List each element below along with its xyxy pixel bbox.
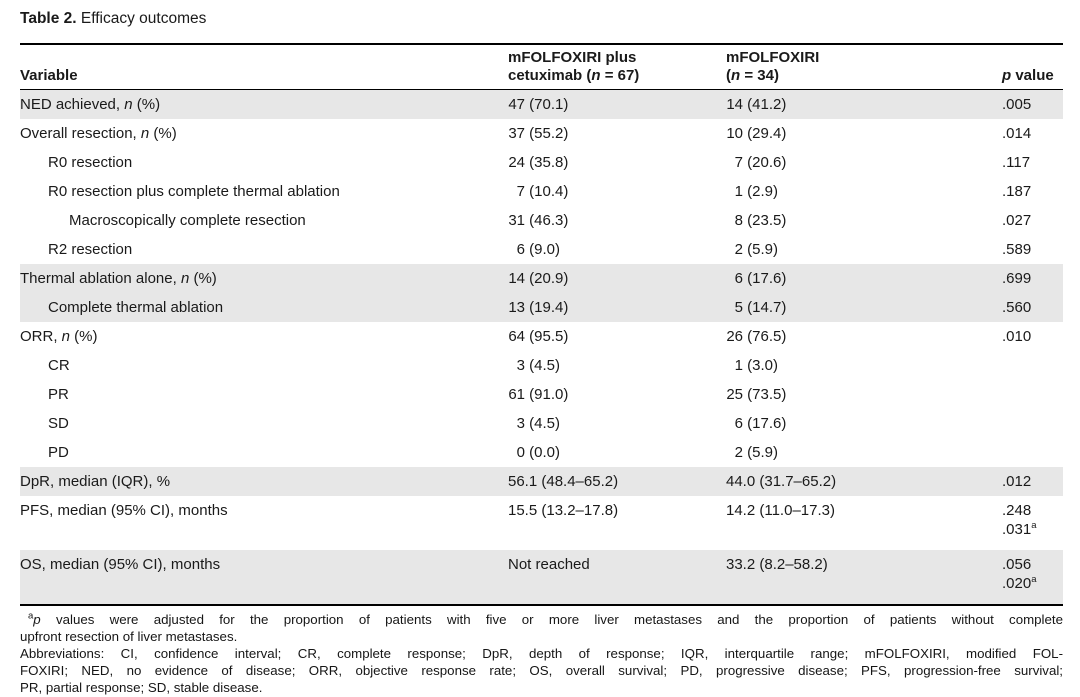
row-label: NED achieved, n (%) bbox=[20, 96, 161, 113]
p-value bbox=[1002, 380, 1063, 409]
arm1-value: 3 (4.5) bbox=[516, 415, 561, 432]
p-value: .005 bbox=[1002, 96, 1032, 113]
footnote-line: $^a$p values were adjusted for the proportion of patients with five or more liver metastases and the proportion of patients without complete bbox=[28, 610, 1063, 627]
arm1-value: 14 (20.9) bbox=[508, 270, 569, 287]
table-row bbox=[20, 409, 1063, 438]
row-label: R0 resection bbox=[48, 154, 133, 171]
table-title bbox=[20, 9, 1063, 29]
footnotes bbox=[20, 606, 1063, 697]
table-row bbox=[20, 235, 1063, 264]
table-row bbox=[20, 177, 1063, 206]
column-header-pvalue: p value bbox=[1002, 66, 1054, 84]
column-header-arm1: mFOLFOXIRI plus cetuximab (n = 67) bbox=[508, 49, 640, 84]
p-value bbox=[1002, 438, 1063, 467]
table-row bbox=[20, 148, 1063, 177]
table-row bbox=[20, 438, 1063, 467]
table-row bbox=[20, 467, 1063, 496]
table-row bbox=[20, 119, 1063, 148]
row-label: Overall resection, n (%) bbox=[20, 125, 177, 142]
table-row bbox=[20, 496, 1063, 550]
arm2-value: 2 (5.9) bbox=[734, 241, 779, 258]
p-value: .056 .020$^a$ bbox=[1002, 556, 1037, 592]
arm2-value: 25 (73.5) bbox=[726, 386, 787, 403]
table-row bbox=[20, 351, 1063, 380]
row-label: CR bbox=[48, 357, 70, 374]
table-number-label: Table 2. bbox=[20, 10, 77, 27]
efficacy-outcomes-table bbox=[20, 43, 1063, 606]
arm1-value: 7 (10.4) bbox=[516, 183, 569, 200]
table-row bbox=[20, 206, 1063, 235]
table-header-row bbox=[20, 45, 1063, 90]
arm2-value: 1 (2.9) bbox=[734, 183, 779, 200]
p-value: .014 bbox=[1002, 125, 1032, 142]
row-label: ORR, n (%) bbox=[20, 328, 98, 345]
table-row bbox=[20, 90, 1063, 119]
arm1-value: 15.5 (13.2–17.8) bbox=[508, 502, 619, 519]
arm2-value: 7 (20.6) bbox=[734, 154, 787, 171]
p-value: .589 bbox=[1002, 241, 1032, 258]
arm1-value: 64 (95.5) bbox=[508, 328, 569, 345]
arm1-value: 3 (4.5) bbox=[516, 357, 561, 374]
arm1-value: 61 (91.0) bbox=[508, 386, 569, 403]
p-value bbox=[1002, 409, 1063, 438]
arm2-value: 5 (14.7) bbox=[734, 299, 787, 316]
p-value: .012 bbox=[1002, 473, 1032, 490]
p-value: .187 bbox=[1002, 183, 1032, 200]
arm1-value: 37 (55.2) bbox=[508, 125, 569, 142]
footnote-line: FOXIRI; NED, no evidence of disease; ORR, objective response rate; OS, overall survival; PD, progressive disease; PFS, progression-free survival; bbox=[20, 662, 1063, 678]
column-header-arm2: mFOLFOXIRI (n = 34) bbox=[726, 49, 820, 84]
row-label: Complete thermal ablation bbox=[48, 299, 224, 316]
row-label: SD bbox=[48, 415, 69, 432]
p-value: .699 bbox=[1002, 270, 1032, 287]
footnote-line: PR, partial response; SD, stable disease. bbox=[20, 679, 263, 695]
footnote-line: upfront resection of liver metastases. bbox=[20, 628, 238, 644]
arm2-value: 14 (41.2) bbox=[726, 96, 787, 113]
arm1-value: 47 (70.1) bbox=[508, 96, 569, 113]
arm1-value: 13 (19.4) bbox=[508, 299, 569, 316]
row-label: DpR, median (IQR), % bbox=[20, 473, 171, 490]
arm1-value: 56.1 (48.4–65.2) bbox=[508, 473, 619, 490]
row-label: PD bbox=[48, 444, 69, 461]
arm2-value: 26 (76.5) bbox=[726, 328, 787, 345]
p-value: .117 bbox=[1002, 154, 1031, 171]
row-label: PFS, median (95% CI), months bbox=[20, 502, 228, 519]
row-label: PR bbox=[48, 386, 69, 403]
arm2-value: 44.0 (31.7–65.2) bbox=[726, 473, 837, 490]
arm2-value: 6 (17.6) bbox=[734, 415, 787, 432]
footnote-line: Abbreviations: CI, confidence interval; CR, complete response; DpR, depth of response; IQR, interquartile range; mFOLFOXIRI, modified FOL- bbox=[20, 645, 1063, 661]
table-body bbox=[20, 90, 1063, 606]
row-label: R0 resection plus complete thermal ablation bbox=[48, 183, 340, 200]
table-row bbox=[20, 550, 1063, 604]
row-label: R2 resection bbox=[48, 241, 133, 258]
p-value: .010 bbox=[1002, 328, 1032, 345]
arm2-value: 2 (5.9) bbox=[734, 444, 779, 461]
arm2-value: 14.2 (11.0–17.3) bbox=[726, 502, 835, 519]
p-value: .027 bbox=[1002, 212, 1032, 229]
arm2-value: 1 (3.0) bbox=[734, 357, 779, 374]
p-value bbox=[1002, 351, 1063, 380]
arm2-value: 10 (29.4) bbox=[726, 125, 787, 142]
arm2-value: 33.2 (8.2–58.2) bbox=[726, 556, 828, 573]
arm1-value: 6 (9.0) bbox=[516, 241, 561, 258]
table-row bbox=[20, 293, 1063, 322]
table-title-text: Efficacy outcomes bbox=[80, 10, 207, 27]
arm1-value: 0 (0.0) bbox=[516, 444, 561, 461]
row-label: Thermal ablation alone, n (%) bbox=[20, 270, 217, 287]
p-value: .248 .031$^a$ bbox=[1002, 502, 1037, 538]
row-label: Macroscopically complete resection bbox=[69, 212, 306, 229]
arm1-value: 31 (46.3) bbox=[508, 212, 569, 229]
table-row bbox=[20, 264, 1063, 293]
arm2-value: 6 (17.6) bbox=[734, 270, 787, 287]
arm1-value: Not reached bbox=[508, 556, 590, 573]
arm1-value: 24 (35.8) bbox=[508, 154, 569, 171]
p-value: .560 bbox=[1002, 299, 1032, 316]
column-header-variable: Variable bbox=[20, 66, 78, 84]
table-row bbox=[20, 322, 1063, 351]
table-row bbox=[20, 380, 1063, 409]
row-label: OS, median (95% CI), months bbox=[20, 556, 221, 573]
arm2-value: 8 (23.5) bbox=[734, 212, 787, 229]
